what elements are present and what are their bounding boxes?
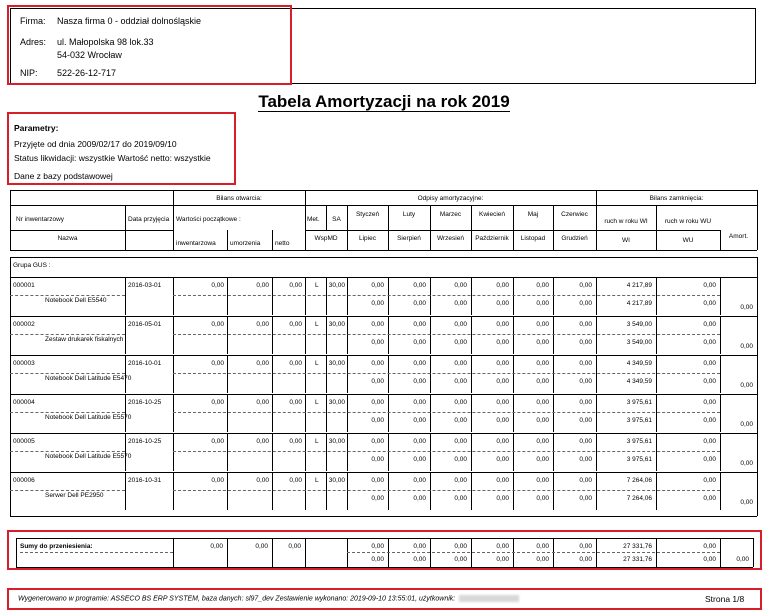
row-m1: 0,00 bbox=[454, 321, 467, 328]
row-inw: 0,00 bbox=[211, 360, 224, 367]
row-wu2: 0,00 bbox=[703, 495, 716, 502]
grid-hline bbox=[10, 373, 125, 374]
adres-label: Adres: bbox=[20, 37, 47, 47]
month-header-maj: Maj bbox=[527, 211, 539, 218]
sums-umo: 0,00 bbox=[255, 543, 268, 550]
row-m1: 0,00 bbox=[496, 282, 509, 289]
params-line3: Dane z bazy podstawowej bbox=[14, 171, 113, 181]
row-m1: 0,00 bbox=[454, 360, 467, 367]
row-m2: 0,00 bbox=[579, 417, 592, 424]
row-wi1: 3 975,61 bbox=[626, 399, 652, 406]
row-m1: 0,00 bbox=[496, 399, 509, 406]
umorzenia-header: umorzenia bbox=[230, 240, 261, 247]
month-header-pazdziernik: Październik bbox=[475, 235, 509, 242]
params-heading: Parametry: bbox=[14, 123, 59, 133]
amort-header: Amort. bbox=[728, 233, 749, 240]
row-sa: 30,00 bbox=[328, 438, 345, 445]
row-inw: 0,00 bbox=[211, 399, 224, 406]
page-title: Tabela Amortyzacji na rok 2019 bbox=[258, 92, 510, 111]
row-nr: 000003 bbox=[13, 360, 35, 367]
firma-label: Firma: bbox=[20, 16, 46, 26]
sums-m1: 0,00 bbox=[536, 543, 549, 550]
row-m2: 0,00 bbox=[413, 378, 426, 385]
row-m2: 0,00 bbox=[371, 417, 384, 424]
row-m1: 0,00 bbox=[371, 321, 384, 328]
row-name: Notebook Dell Latitude E5570 bbox=[45, 414, 132, 421]
row-m1: 0,00 bbox=[413, 360, 426, 367]
sums-inw: 0,00 bbox=[210, 543, 223, 550]
row-nr: 000001 bbox=[13, 282, 35, 289]
footer-generated: Wygenerowano w programie: ASSECO BS ERP SYSTEM, baza danych: sl97_dev Zestawienie wykonano: 2019-09-10 13:55:01, użytkownik: bbox=[18, 595, 519, 602]
row-amort: 0,00 bbox=[740, 499, 753, 506]
row-name: Serwer Dell PE2950 bbox=[45, 492, 104, 499]
sums-label: Sumy do przeniesienia: bbox=[20, 543, 93, 550]
wu-header: WU bbox=[682, 237, 694, 244]
sums-m1: 0,00 bbox=[454, 543, 467, 550]
row-wu1: 0,00 bbox=[703, 321, 716, 328]
row-date: 2016-10-01 bbox=[128, 360, 162, 367]
row-m1: 0,00 bbox=[371, 477, 384, 484]
row-name: Notebook Dell Latitude E5470 bbox=[45, 375, 132, 382]
row-sa: 30,00 bbox=[328, 321, 345, 328]
ruch-wi-header: ruch w roku WI bbox=[604, 218, 648, 225]
row-wu2: 0,00 bbox=[703, 456, 716, 463]
month-header-luty: Luty bbox=[402, 211, 416, 218]
netto-header: netto bbox=[275, 240, 290, 247]
row-wu1: 0,00 bbox=[703, 282, 716, 289]
grid-hline bbox=[173, 451, 720, 452]
row-wi1: 3 975,61 bbox=[626, 438, 652, 445]
grid-vline bbox=[305, 277, 306, 315]
row-inw: 0,00 bbox=[211, 282, 224, 289]
row-m1: 0,00 bbox=[579, 438, 592, 445]
row-nr: 000002 bbox=[13, 321, 35, 328]
row-m2: 0,00 bbox=[454, 495, 467, 502]
grid-vline bbox=[125, 205, 126, 250]
adres-line1: ul. Małopolska 98 lok.33 bbox=[57, 37, 154, 47]
nip-value: 522-26-12-717 bbox=[57, 68, 117, 78]
row-umo: 0,00 bbox=[256, 438, 269, 445]
row-m1: 0,00 bbox=[579, 282, 592, 289]
row-m1: 0,00 bbox=[536, 360, 549, 367]
grid-vline bbox=[757, 257, 758, 516]
row-m1: 0,00 bbox=[454, 282, 467, 289]
bilans-zamkniecia-header: Bilans zamknięcia: bbox=[649, 195, 704, 202]
grid-hline bbox=[125, 230, 173, 231]
row-met: L bbox=[315, 438, 319, 445]
row-m1: 0,00 bbox=[496, 321, 509, 328]
row-umo: 0,00 bbox=[256, 477, 269, 484]
grid-vline bbox=[305, 355, 306, 393]
row-m2: 0,00 bbox=[371, 378, 384, 385]
grid-hline bbox=[173, 373, 720, 374]
grid-vline bbox=[125, 355, 126, 372]
row-m2: 0,00 bbox=[371, 339, 384, 346]
row-netto: 0,00 bbox=[289, 477, 302, 484]
met-header: Met. bbox=[307, 216, 320, 223]
inwentarzowa-header: inwentarzowa bbox=[176, 240, 216, 247]
row-m1: 0,00 bbox=[413, 399, 426, 406]
grid-vline bbox=[305, 316, 306, 354]
nip-label: NIP: bbox=[20, 68, 38, 78]
month-header-czerwiec: Czerwiec bbox=[561, 211, 588, 218]
sums-highlight bbox=[7, 530, 762, 570]
row-amort: 0,00 bbox=[740, 460, 753, 467]
odpisy-header: Odpisy amortyzacyjne: bbox=[417, 195, 484, 202]
row-m2: 0,00 bbox=[496, 339, 509, 346]
row-m1: 0,00 bbox=[413, 321, 426, 328]
month-header-lipiec: Lipiec bbox=[359, 235, 376, 242]
row-m1: 0,00 bbox=[454, 399, 467, 406]
row-m1: 0,00 bbox=[536, 438, 549, 445]
row-met: L bbox=[315, 360, 319, 367]
row-m2: 0,00 bbox=[579, 378, 592, 385]
sums-m1: 0,00 bbox=[496, 543, 509, 550]
row-umo: 0,00 bbox=[256, 399, 269, 406]
row-netto: 0,00 bbox=[289, 438, 302, 445]
row-amort: 0,00 bbox=[740, 382, 753, 389]
row-m2: 0,00 bbox=[536, 339, 549, 346]
row-nr: 000006 bbox=[13, 477, 35, 484]
adres-line2: 54-032 Wrocław bbox=[57, 50, 122, 60]
month-header-grudzien: Grudzień bbox=[561, 235, 588, 242]
grid-vline bbox=[125, 433, 126, 450]
sums-m1: 0,00 bbox=[371, 543, 384, 550]
grid-hline bbox=[10, 451, 125, 452]
row-date: 2016-05-01 bbox=[128, 321, 162, 328]
row-m1: 0,00 bbox=[454, 477, 467, 484]
row-m1: 0,00 bbox=[536, 477, 549, 484]
sums-wu1: 0,00 bbox=[703, 543, 716, 550]
row-m2: 0,00 bbox=[454, 456, 467, 463]
bilans-otwarcia-header: Bilans otwarcia: bbox=[216, 195, 262, 202]
row-met: L bbox=[315, 321, 319, 328]
row-wi2: 3 975,61 bbox=[626, 456, 652, 463]
row-m1: 0,00 bbox=[454, 438, 467, 445]
row-wu2: 0,00 bbox=[703, 417, 716, 424]
row-m2: 0,00 bbox=[413, 339, 426, 346]
sums-m2: 0,00 bbox=[371, 556, 384, 563]
sums-m2: 0,00 bbox=[536, 556, 549, 563]
row-sa: 30,00 bbox=[328, 360, 345, 367]
row-nr: 000004 bbox=[13, 399, 35, 406]
sa-header: SA bbox=[332, 216, 341, 223]
row-m1: 0,00 bbox=[413, 282, 426, 289]
grid-vline bbox=[125, 277, 126, 294]
row-wi2: 3 975,61 bbox=[626, 417, 652, 424]
row-inw: 0,00 bbox=[211, 321, 224, 328]
grid-hline bbox=[173, 334, 720, 335]
grid-hline bbox=[10, 205, 757, 206]
grid-hline bbox=[10, 295, 125, 296]
row-m1: 0,00 bbox=[579, 477, 592, 484]
sums-m2: 0,00 bbox=[413, 556, 426, 563]
row-m2: 0,00 bbox=[413, 495, 426, 502]
row-m1: 0,00 bbox=[536, 321, 549, 328]
row-wi1: 7 264,06 bbox=[626, 477, 652, 484]
row-wu2: 0,00 bbox=[703, 378, 716, 385]
grid-hline bbox=[10, 316, 757, 317]
row-m1: 0,00 bbox=[496, 438, 509, 445]
row-netto: 0,00 bbox=[289, 360, 302, 367]
row-m2: 0,00 bbox=[413, 417, 426, 424]
data-przyjecia-header: Data przyjęcia bbox=[128, 216, 170, 223]
row-m1: 0,00 bbox=[371, 360, 384, 367]
row-m1: 0,00 bbox=[579, 321, 592, 328]
grid-hline bbox=[10, 516, 757, 517]
grid-hline bbox=[596, 230, 720, 231]
row-sa: 30,00 bbox=[328, 399, 345, 406]
row-nr: 000005 bbox=[13, 438, 35, 445]
grid-vline bbox=[125, 472, 126, 489]
grid-hline bbox=[10, 257, 757, 258]
grid-hline bbox=[173, 490, 720, 491]
sums-wi2: 27 331,76 bbox=[623, 556, 652, 563]
row-amort: 0,00 bbox=[740, 421, 753, 428]
row-wu1: 0,00 bbox=[703, 399, 716, 406]
row-wu1: 0,00 bbox=[703, 477, 716, 484]
row-m2: 0,00 bbox=[496, 456, 509, 463]
ruch-wu-header: ruch w roku WU bbox=[664, 218, 712, 225]
row-m2: 0,00 bbox=[454, 300, 467, 307]
sums-wu2: 0,00 bbox=[703, 556, 716, 563]
grid-vline bbox=[305, 472, 306, 510]
row-date: 2016-03-01 bbox=[128, 282, 162, 289]
row-wi1: 4 349,59 bbox=[626, 360, 652, 367]
wartosci-header: Wartości początkowe : bbox=[176, 216, 241, 223]
sums-m2: 0,00 bbox=[454, 556, 467, 563]
grid-hline bbox=[10, 230, 125, 231]
row-netto: 0,00 bbox=[289, 321, 302, 328]
row-sa: 30,00 bbox=[328, 282, 345, 289]
row-m2: 0,00 bbox=[413, 456, 426, 463]
row-m1: 0,00 bbox=[579, 360, 592, 367]
row-umo: 0,00 bbox=[256, 321, 269, 328]
row-date: 2016-10-31 bbox=[128, 477, 162, 484]
sums-m2: 0,00 bbox=[579, 556, 592, 563]
grid-hline bbox=[10, 433, 757, 434]
row-m2: 0,00 bbox=[579, 456, 592, 463]
row-m1: 0,00 bbox=[536, 282, 549, 289]
sums-m1: 0,00 bbox=[579, 543, 592, 550]
row-amort: 0,00 bbox=[740, 304, 753, 311]
row-m1: 0,00 bbox=[579, 399, 592, 406]
row-m2: 0,00 bbox=[536, 495, 549, 502]
row-m2: 0,00 bbox=[536, 456, 549, 463]
row-wi1: 3 549,00 bbox=[626, 321, 652, 328]
grid-hline bbox=[10, 190, 757, 191]
row-m2: 0,00 bbox=[536, 300, 549, 307]
row-name: Zestaw drukarek fiskalnych bbox=[45, 336, 124, 343]
sums-netto: 0,00 bbox=[288, 543, 301, 550]
month-header-marzec: Marzec bbox=[439, 211, 462, 218]
grid-vline bbox=[125, 394, 126, 411]
row-name: Notebook Dell E5540 bbox=[45, 297, 107, 304]
row-date: 2016-10-25 bbox=[128, 438, 162, 445]
row-m2: 0,00 bbox=[579, 339, 592, 346]
firma-value: Nasza firma 0 - oddział dolnośląskie bbox=[57, 16, 202, 26]
row-umo: 0,00 bbox=[256, 360, 269, 367]
wi-header: WI bbox=[622, 237, 630, 244]
params-line2: Status likwidacji: wszystkie Wartość netto: wszystkie bbox=[14, 153, 211, 163]
row-date: 2016-10-25 bbox=[128, 399, 162, 406]
sums-wi1: 27 331,76 bbox=[623, 543, 652, 550]
row-m2: 0,00 bbox=[413, 300, 426, 307]
row-m2: 0,00 bbox=[371, 456, 384, 463]
grid-vline bbox=[125, 316, 126, 333]
row-wu1: 0,00 bbox=[703, 360, 716, 367]
grid-hline bbox=[10, 412, 125, 413]
row-netto: 0,00 bbox=[289, 399, 302, 406]
grid-hline bbox=[10, 277, 757, 278]
footer-page: Strona 1/8 bbox=[705, 594, 745, 604]
row-m2: 0,00 bbox=[579, 495, 592, 502]
grid-hline bbox=[10, 334, 125, 335]
row-inw: 0,00 bbox=[211, 477, 224, 484]
row-m1: 0,00 bbox=[413, 477, 426, 484]
sums-m1: 0,00 bbox=[413, 543, 426, 550]
row-wu1: 0,00 bbox=[703, 438, 716, 445]
row-met: L bbox=[315, 399, 319, 406]
row-m2: 0,00 bbox=[454, 417, 467, 424]
grid-hline bbox=[173, 295, 720, 296]
month-header-listopad: Listopad bbox=[520, 235, 546, 242]
sums-amort: 0,00 bbox=[736, 556, 749, 563]
row-m2: 0,00 bbox=[454, 339, 467, 346]
params-line1: Przyjęte od dnia 2009/02/17 do 2019/09/10 bbox=[14, 139, 177, 149]
grid-hline bbox=[10, 490, 125, 491]
row-wi2: 4 217,89 bbox=[626, 300, 652, 307]
row-wi2: 3 549,00 bbox=[626, 339, 652, 346]
month-header-sierpien: Sierpień bbox=[397, 235, 421, 242]
row-wi2: 7 264,06 bbox=[626, 495, 652, 502]
row-m2: 0,00 bbox=[496, 417, 509, 424]
row-m1: 0,00 bbox=[371, 282, 384, 289]
nazwa-header: Nazwa bbox=[57, 235, 78, 242]
row-m2: 0,00 bbox=[371, 495, 384, 502]
user-redacted bbox=[459, 595, 519, 602]
row-netto: 0,00 bbox=[289, 282, 302, 289]
row-m1: 0,00 bbox=[371, 399, 384, 406]
row-m1: 0,00 bbox=[413, 438, 426, 445]
row-met: L bbox=[315, 282, 319, 289]
row-m1: 0,00 bbox=[371, 438, 384, 445]
row-met: L bbox=[315, 477, 319, 484]
row-name: Notebook Dell Latitude E5570 bbox=[45, 453, 132, 460]
row-m2: 0,00 bbox=[496, 495, 509, 502]
row-m2: 0,00 bbox=[496, 300, 509, 307]
row-m1: 0,00 bbox=[496, 477, 509, 484]
nr-inw-header: Nr inwentarzowy bbox=[16, 216, 65, 223]
row-m1: 0,00 bbox=[496, 360, 509, 367]
row-m2: 0,00 bbox=[536, 378, 549, 385]
row-amort: 0,00 bbox=[740, 343, 753, 350]
grid-vline bbox=[305, 394, 306, 432]
grid-hline bbox=[10, 355, 757, 356]
month-header-styczen: Styczeń bbox=[355, 211, 380, 218]
sums-m2: 0,00 bbox=[496, 556, 509, 563]
row-umo: 0,00 bbox=[256, 282, 269, 289]
row-m2: 0,00 bbox=[371, 300, 384, 307]
row-m1: 0,00 bbox=[536, 399, 549, 406]
wspmd-header: WspMD bbox=[314, 235, 338, 242]
row-wi1: 4 217,89 bbox=[626, 282, 652, 289]
grid-hline bbox=[10, 394, 757, 395]
group-label: Grupa GUS : bbox=[13, 262, 51, 269]
row-m2: 0,00 bbox=[454, 378, 467, 385]
row-m2: 0,00 bbox=[536, 417, 549, 424]
row-inw: 0,00 bbox=[211, 438, 224, 445]
grid-hline bbox=[173, 412, 720, 413]
row-m2: 0,00 bbox=[496, 378, 509, 385]
row-wi2: 4 349,59 bbox=[626, 378, 652, 385]
row-wu2: 0,00 bbox=[703, 300, 716, 307]
grid-hline bbox=[10, 250, 757, 251]
row-m2: 0,00 bbox=[579, 300, 592, 307]
month-header-wrzesien: Wrzesień bbox=[437, 235, 464, 242]
row-sa: 30,00 bbox=[328, 477, 345, 484]
grid-hline bbox=[10, 472, 757, 473]
grid-vline bbox=[305, 433, 306, 471]
row-wu2: 0,00 bbox=[703, 339, 716, 346]
grid-vline bbox=[757, 190, 758, 250]
month-header-kwiecien: Kwiecień bbox=[478, 211, 505, 218]
